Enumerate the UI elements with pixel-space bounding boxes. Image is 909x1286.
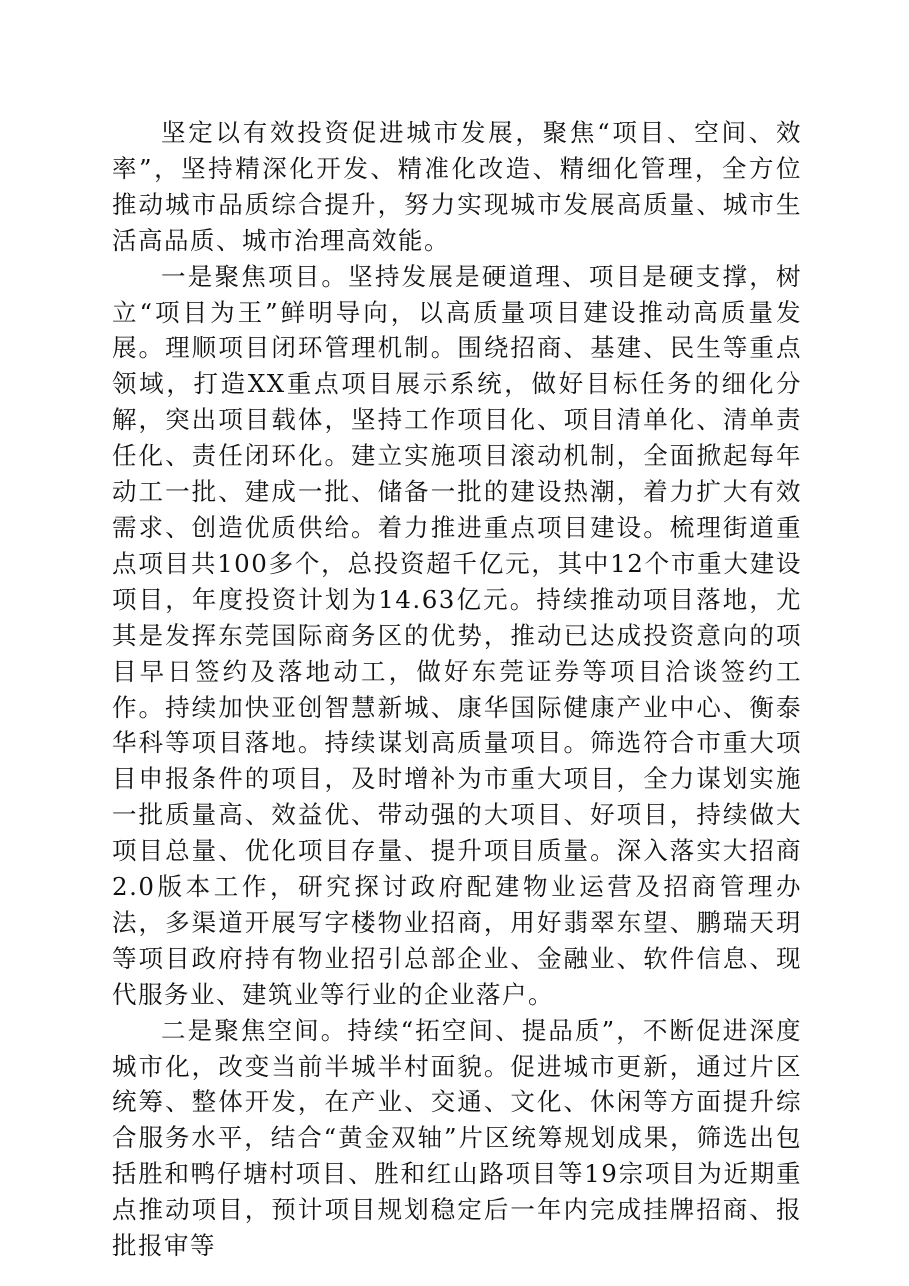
paragraph-intro: 坚定以有效投资促进城市发展，聚焦“项目、空间、效率”，坚持精深化开发、精准化改造、精细化管理，全方位推动城市品质综合提升，努力实现城市发展高质量、城市生活高品质、城市治理高效能。 bbox=[112, 118, 802, 255]
paragraph-focus-space: 二是聚焦空间。持续“拓空间、提品质”，不断促进深度城市化，改变当前半城半村面貌。促进城市更新，通过片区统筹、整体开发，在产业、交通、文化、休闲等方面提升综合服务水平，结合“黄金双轴”片区统筹规划成果，筛选出包括胜和鸭仔塘村项目、胜和红山路项目等19宗项目为近期重点推动项目，预计项目规划稳定后一年内完成挂牌招商、报批报审等 bbox=[112, 1015, 802, 1261]
document-body bbox=[112, 115, 802, 1264]
paragraph-focus-projects: 一是聚焦项目。坚持发展是硬道理、项目是硬支撑，树立“项目为王”鲜明导向，以高质量项目建设推动高质量发展。理顺项目闭环管理机制。围绕招商、基建、民生等重点领域，打造XX重点项目展示系统，做好目标任务的细化分解，突出项目载体，坚持工作项目化、项目清单化、清单责任化、责任闭环化。建立实施项目滚动机制，全面掀起每年动工一批、建成一批、储备一批的建设热潮，着力扩大有效需求、创造优质供给。着力推进重点项目建设。梳理街道重点项目共100多个，总投资超千亿元，其中12个市重大建设项目，年度投资计划为14.63亿元。持续推动项目落地，尤其是发挥东莞国际商务区的优势，推动已达成投资意向的项目早日签约及落地动工，做好东莞证券等项目洽谈签约工作。持续加快亚创智慧新城、康华国际健康产业中心、衡泰华科等项目落地。持续谋划高质量项目。筛选符合市重大项目申报条件的项目，及时增补为市重大项目，全力谋划实施一批质量高、效益优、带动强的大项目、好项目，持续做大项目总量、优化项目存量、提升项目质量。深入落实大招商2.0版本工作，研究探讨政府配建物业运营及招商管理办法，多渠道开展写字楼物业招商，用好翡翠东望、鹏瑞天玥等项目政府持有物业招引总部企业、金融业、软件信息、现代服务业、建筑业等行业的企业落户。 bbox=[112, 261, 802, 1009]
